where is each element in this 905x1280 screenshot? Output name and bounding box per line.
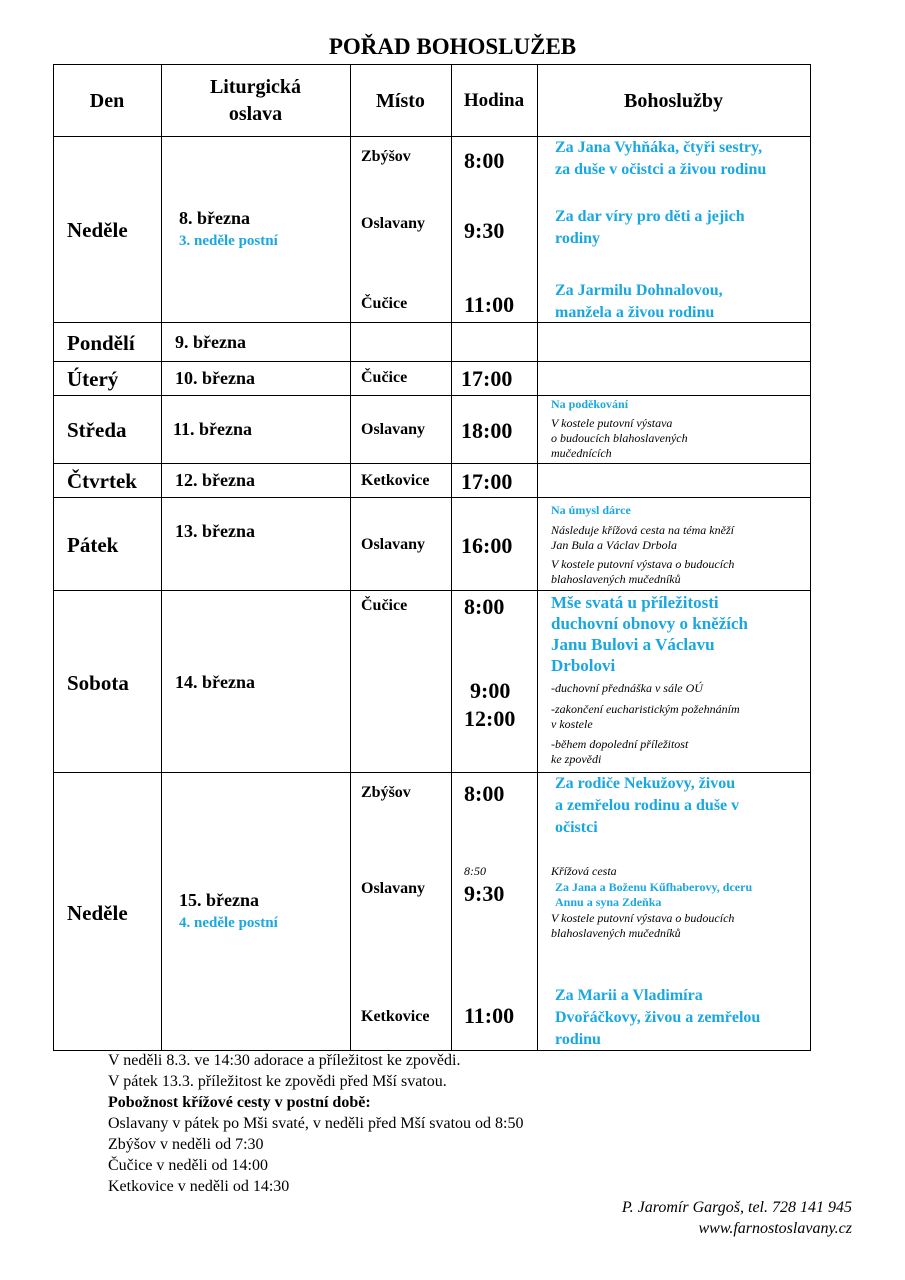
time-label: 8:00 — [464, 594, 505, 619]
place-label: Oslavany — [361, 536, 426, 553]
day-label: Úterý — [67, 367, 119, 391]
page-title: POŘAD BOHOSLUŽEB — [328, 34, 577, 59]
place-label: Ketkovice — [361, 1008, 430, 1025]
time-label: 8:00 — [464, 148, 505, 173]
mass-note: V kostele putovní výstava o budoucích blahoslavených mučednících — [551, 416, 688, 460]
day-label: Sobota — [67, 671, 129, 695]
mass-intent: Na úmysl dárce — [551, 503, 631, 517]
date-label: 9. března — [175, 332, 246, 352]
mass-intent: Za Marii a Vladimíra Dvořáčkovy, živou a zemřelou rodinu — [555, 987, 761, 1048]
time-label: 16:00 — [461, 533, 513, 558]
mass-intent: Za Jarmilu Dohnalovou, manžela a živou rodinu — [555, 282, 723, 321]
day-label: Neděle — [67, 218, 128, 242]
mass-intent: Za Jana Vyhňáka, čtyři sestry, za duše v očistci a živou rodinu — [555, 139, 767, 178]
announcement-line: V pátek 13.3. příležitost ke zpovědi před Mší svatou. — [108, 1073, 447, 1090]
day-label: Neděle — [67, 901, 128, 925]
time-label: 12:00 — [464, 706, 516, 731]
time-label: 11:00 — [464, 292, 515, 317]
place-label: Oslavany — [361, 880, 426, 897]
place-label: Zbýšov — [361, 784, 411, 801]
time-label: 9:30 — [464, 218, 505, 243]
day-label: Čtvrtek — [67, 469, 137, 493]
time-label: 17:00 — [461, 366, 513, 391]
header-misto: Místo — [376, 90, 425, 112]
place-label: Čučice — [361, 295, 408, 312]
time-label: 9:30 — [464, 881, 505, 906]
announcement-line: Zbýšov v neděli od 7:30 — [108, 1136, 264, 1153]
date-label: 11. března — [173, 419, 252, 439]
signature-website[interactable]: www.farnostoslavany.cz — [698, 1220, 852, 1237]
mass-intent: Za Jana a Boženu Kűfhaberovy, dceru Annu a syna Zdeňka — [555, 880, 753, 909]
time-label: 11:00 — [464, 1003, 515, 1028]
mass-note: V kostele putovní výstava o budoucích blahoslavených mučedníků — [551, 911, 735, 940]
date-label: 10. března — [175, 368, 255, 388]
date-label: 14. března — [175, 672, 255, 692]
mass-intent: Na poděkování — [551, 397, 629, 411]
date-label: 12. března — [175, 470, 255, 490]
date-label: 8. března — [179, 208, 250, 228]
place-label: Oslavany — [361, 215, 426, 232]
header-hodina: Hodina — [463, 90, 525, 111]
place-label: Zbýšov — [361, 148, 411, 165]
announcement-heading: Pobožnost křížové cesty v postní době: — [108, 1094, 371, 1111]
mass-intent: Za dar víry pro děti a jejich rodiny — [555, 208, 745, 247]
day-label: Pondělí — [67, 331, 135, 355]
mass-intent: Za rodiče Nekužovy, živou a zemřelou rodinu a duše v očistci — [555, 775, 740, 836]
date-label: 15. března — [179, 890, 259, 910]
announcement-line: Čučice v neděli od 14:00 — [108, 1157, 268, 1174]
announcement-line: Oslavany v pátek po Mši svaté, v neděli před Mší svatou od 8:50 — [108, 1115, 524, 1132]
time-label: 9:00 — [470, 678, 511, 703]
time-label: 17:00 — [461, 469, 513, 494]
mass-intent: Mše svatá u příležitosti duchovní obnovy o kněžích Janu Bulovi a Václavu Drbolovi — [551, 593, 748, 675]
time-pre-label: 8:50 — [464, 864, 486, 878]
announcement-line: Ketkovice v neděli od 14:30 — [108, 1178, 290, 1195]
header-den: Den — [89, 90, 125, 112]
place-label: Čučice — [361, 597, 408, 614]
signature-contact: P. Jaromír Gargoš, tel. 728 141 945 — [621, 1199, 852, 1216]
day-label: Pátek — [67, 533, 119, 557]
header-oslava-line2: oslava — [228, 103, 283, 125]
time-label: 8:00 — [464, 781, 505, 806]
time-label: 18:00 — [461, 418, 513, 443]
mass-note: -duchovní přednáška v sále OÚ -zakončení eucharistickým požehnáním v kostele -během dopolední příležitost ke zpovědi — [551, 681, 740, 766]
day-label: Středa — [67, 418, 127, 442]
place-label: Ketkovice — [361, 472, 430, 489]
feast-label: 4. neděle postní — [179, 915, 278, 931]
place-label: Oslavany — [361, 421, 426, 438]
date-label: 13. března — [175, 521, 255, 541]
header-oslava-line1: Liturgická — [209, 76, 302, 98]
announcement-line: V neděli 8.3. ve 14:30 adorace a příležitost ke zpovědi. — [108, 1052, 461, 1069]
header-bohosluzby: Bohoslužby — [624, 90, 723, 112]
feast-label: 3. neděle postní — [179, 233, 278, 249]
mass-note: Křížová cesta — [551, 864, 617, 878]
place-label: Čučice — [361, 369, 408, 386]
mass-note: Následuje křížová cesta na téma kněží Jan Bula a Václav Drbola V kostele putovní výstava o budoucích blahoslavených mučedníků — [551, 523, 735, 586]
